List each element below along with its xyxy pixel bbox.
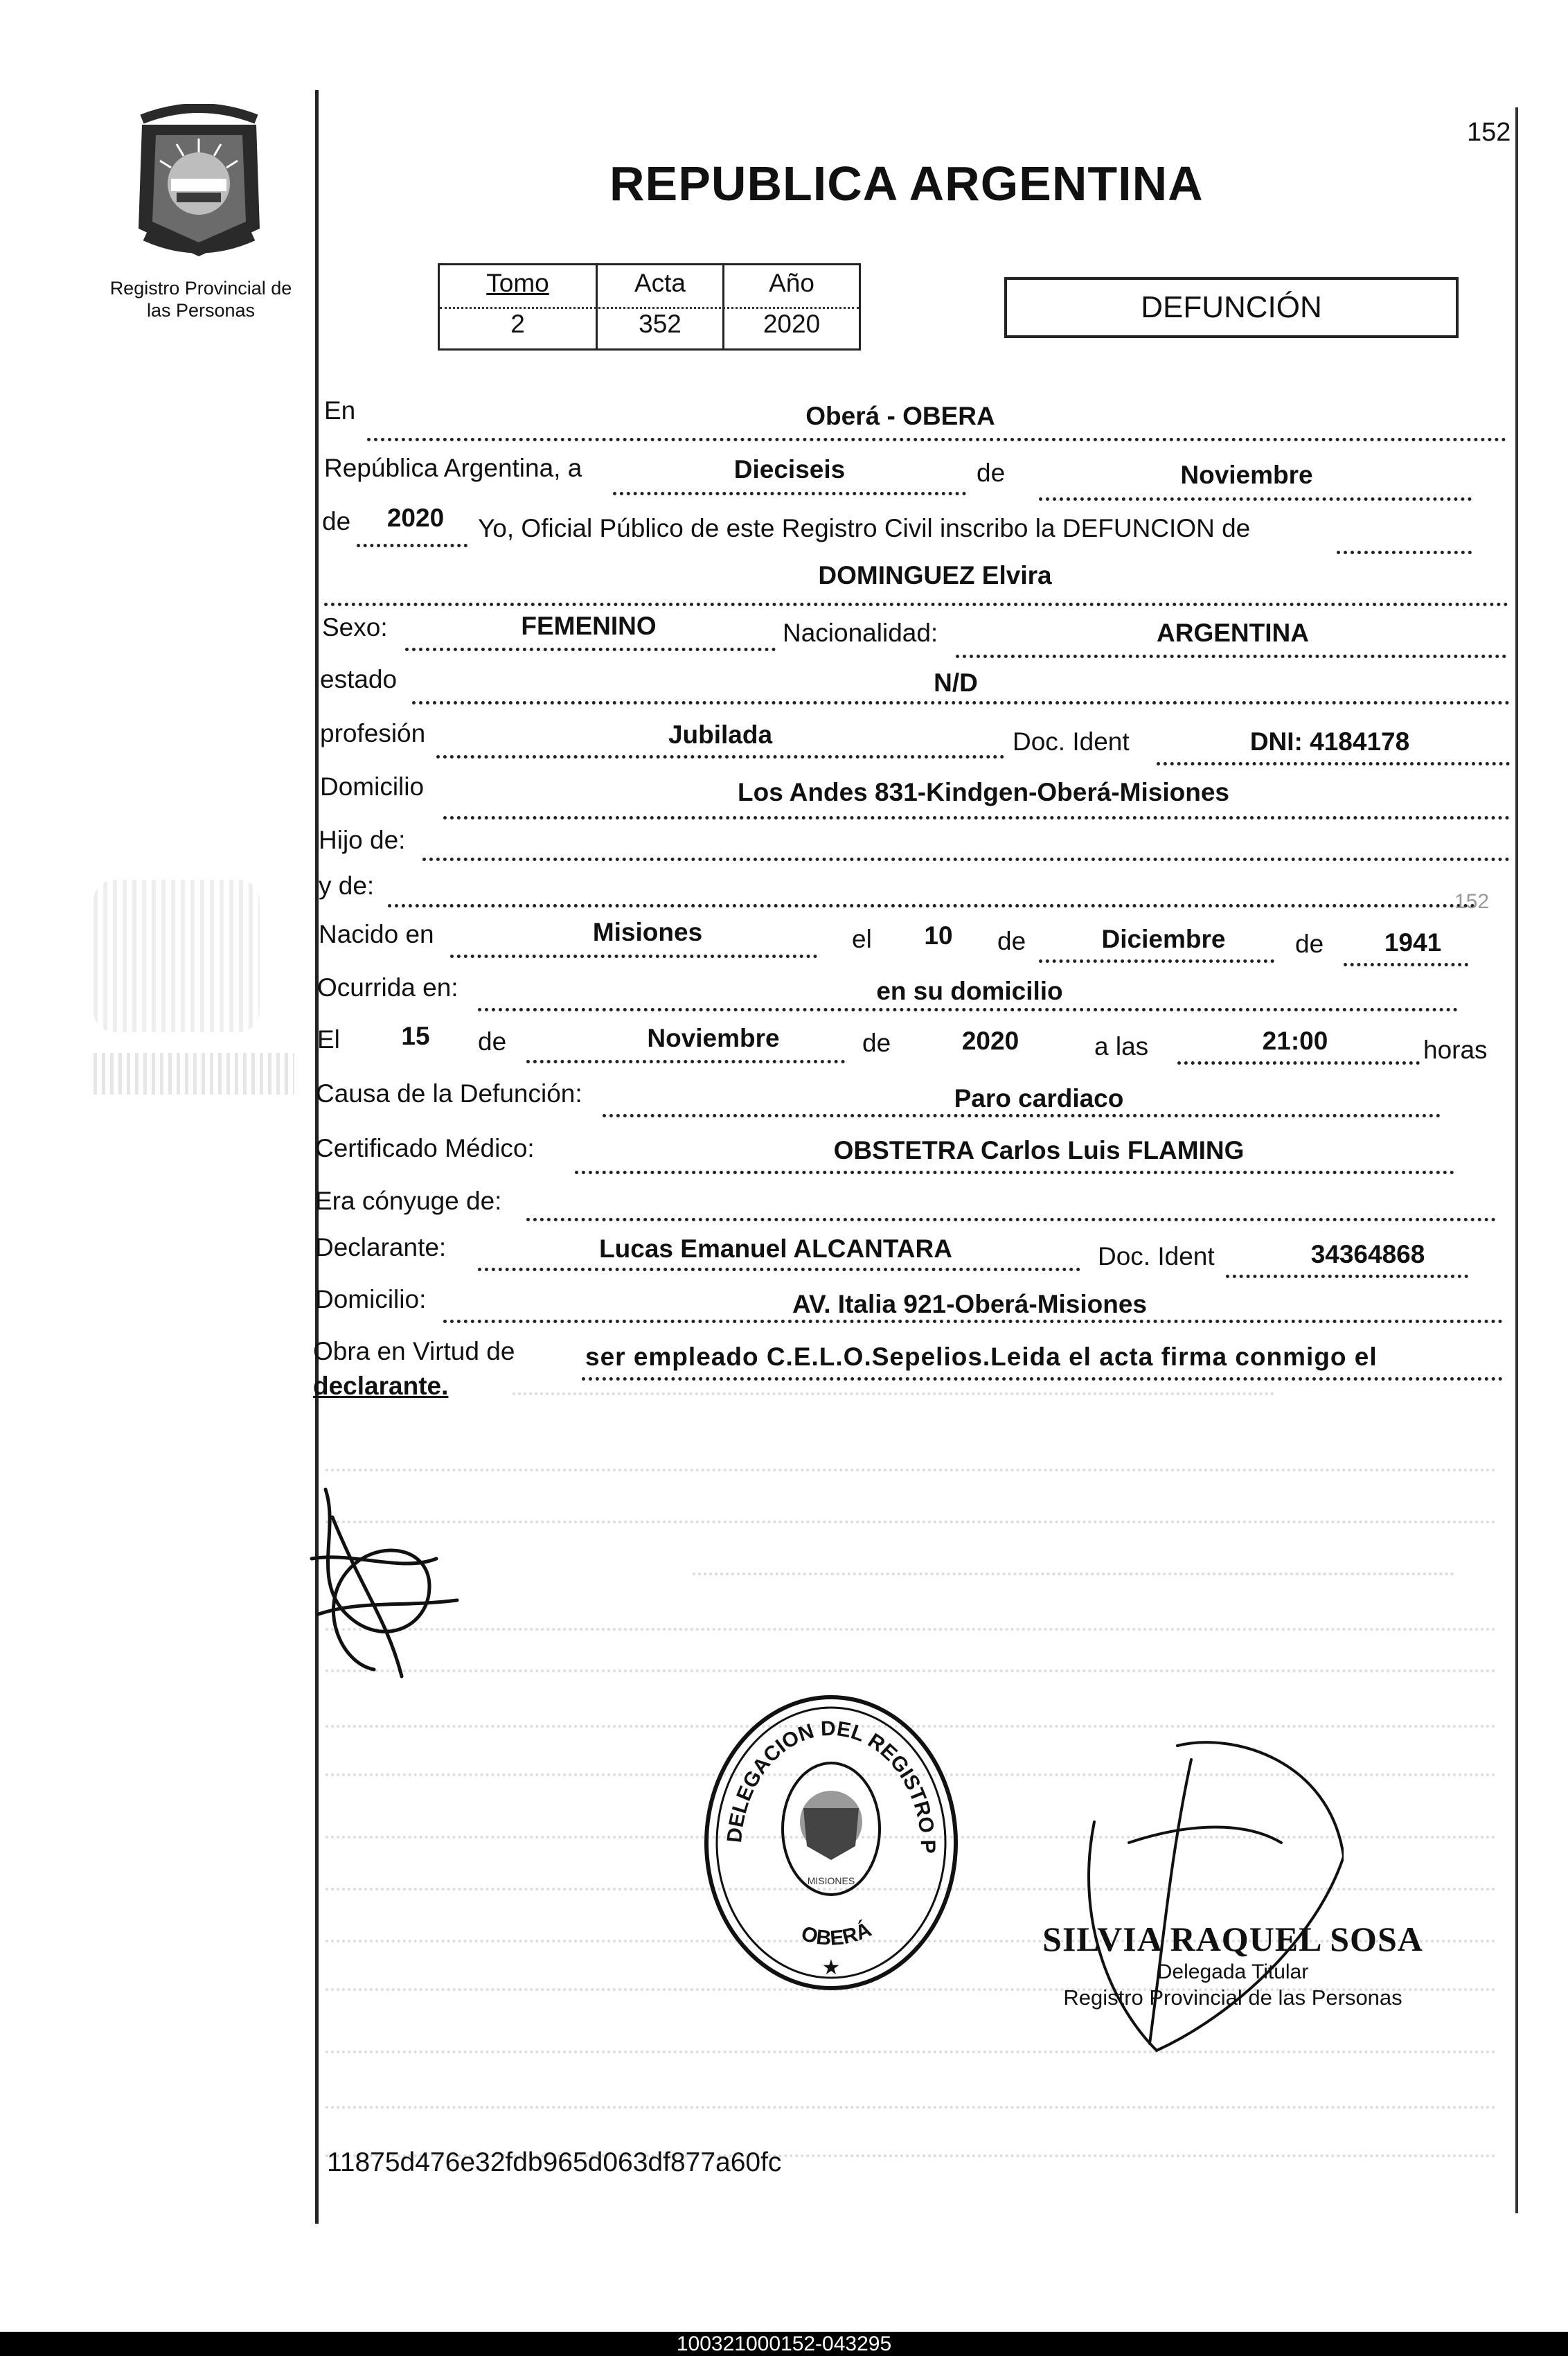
declarant-signature bbox=[298, 1476, 464, 1683]
value-declarante: Lucas Emanuel ALCANTARA bbox=[599, 1234, 952, 1263]
value-lugar: Oberá - OBERA bbox=[805, 402, 995, 430]
label-de-anio: de bbox=[322, 507, 351, 535]
label-en: En bbox=[324, 396, 356, 425]
label-yde: y de: bbox=[319, 871, 375, 900]
label-nacido-de: de bbox=[997, 927, 1026, 955]
registry-caption-line-2: las Personas bbox=[146, 300, 256, 321]
value-nacido-dia: 10 bbox=[924, 921, 953, 950]
page-title: REPUBLICA ARGENTINA bbox=[609, 157, 1204, 211]
label-el-def: El bbox=[317, 1025, 340, 1054]
page-number: 152 bbox=[1467, 118, 1511, 147]
label-de-mes: de bbox=[977, 459, 1006, 487]
value-anio: 2020 bbox=[386, 504, 445, 532]
table-value-anio: 2020 bbox=[763, 310, 821, 338]
stamp-inner-text: OBERÁ bbox=[799, 1917, 875, 1950]
value-def-anio: 2020 bbox=[961, 1027, 1019, 1055]
value-domicilio: Los Andes 831-Kindgen-Oberá-Misiones bbox=[738, 778, 1229, 806]
value-nacido-lugar: Misiones bbox=[592, 918, 703, 946]
value-doc: DNI: 4184178 bbox=[1249, 727, 1410, 756]
value-dia: Dieciseis bbox=[733, 455, 846, 484]
label-doc: Doc. Ident bbox=[1013, 727, 1130, 756]
label-conyuge: Era cónyuge de: bbox=[315, 1187, 502, 1215]
value-profesion: Jubilada bbox=[668, 720, 773, 749]
stamp-center-text: MISIONES bbox=[807, 1875, 855, 1886]
value-obra: ser empleado C.E.L.O.Sepelios.Leida el acta firma conmigo el bbox=[585, 1343, 1378, 1371]
table-header-anio: Año bbox=[769, 269, 814, 297]
label-domicilio: Domicilio bbox=[320, 772, 425, 801]
value-sexo: FEMENINO bbox=[521, 612, 657, 640]
label-nacido-de-anio: de bbox=[1295, 930, 1324, 958]
label-def-de: de bbox=[478, 1027, 507, 1056]
label-profesion: profesión bbox=[320, 719, 426, 747]
official-stamp bbox=[700, 1690, 963, 1995]
value-def-mes: Noviembre bbox=[647, 1024, 780, 1052]
value-nacido-anio: 1941 bbox=[1384, 928, 1442, 957]
svg-text:★: ★ bbox=[821, 1956, 841, 1979]
label-fecha: República Argentina, a bbox=[324, 454, 582, 482]
table-header-acta: Acta bbox=[634, 269, 686, 297]
value-doc-declarante: 34364868 bbox=[1310, 1240, 1425, 1268]
official-signature bbox=[1053, 1718, 1344, 2064]
value-estado: N/D bbox=[934, 668, 978, 697]
signatory-office: Registro Provincial de las Personas bbox=[1063, 1985, 1402, 2010]
registry-caption-line-1: Registro Provincial de bbox=[109, 278, 292, 299]
label-a-las: a las bbox=[1094, 1032, 1149, 1061]
value-certificado: OBSTETRA Carlos Luis FLAMING bbox=[833, 1136, 1245, 1164]
value-def-dia: 15 bbox=[401, 1022, 430, 1050]
signatory-name: SILVIA RAQUEL SOSA bbox=[1042, 1920, 1423, 1958]
document-hash: 11875d476e32fdb965d063df877a60fc bbox=[327, 2147, 782, 2177]
value-def-hora: 21:00 bbox=[1262, 1027, 1328, 1055]
label-domicilio-declarante: Domicilio: bbox=[315, 1285, 427, 1313]
label-declarante: Declarante: bbox=[315, 1233, 447, 1261]
label-certificado: Certificado Médico: bbox=[315, 1134, 535, 1162]
signatory-block bbox=[997, 1919, 1468, 2010]
stamp-outer-text: DELEGACION DEL REGISTRO P bbox=[723, 1717, 940, 1854]
value-mes: Noviembre bbox=[1180, 461, 1313, 489]
label-causa: Causa de la Defunción: bbox=[316, 1079, 582, 1108]
margin-page-number: 152 bbox=[1454, 890, 1490, 913]
svg-text:OBERÁ bbox=[799, 1917, 875, 1950]
label-ocurrida: Ocurrida en: bbox=[317, 973, 458, 1002]
value-nacionalidad: ARGENTINA bbox=[1157, 619, 1309, 647]
table-header-tomo: Tomo bbox=[486, 269, 549, 297]
text-obra: Obra en Virtud de bbox=[313, 1337, 515, 1365]
label-nacido: Nacido en bbox=[319, 920, 434, 948]
value-nombre: DOMINGUEZ Elvira bbox=[818, 561, 1052, 590]
label-hijo: Hijo de: bbox=[319, 826, 406, 854]
text-inscribo: Yo, Oficial Público de este Registro Civil inscribo la DEFUNCION de bbox=[478, 514, 1251, 542]
label-estado: estado bbox=[320, 665, 398, 693]
label-doc-declarante: Doc. Ident bbox=[1098, 1242, 1215, 1270]
footer-code: 100321000152-043295 bbox=[676, 2332, 892, 2355]
table-value-tomo: 2 bbox=[510, 310, 525, 338]
label-sexo: Sexo: bbox=[322, 613, 388, 641]
table-value-acta: 352 bbox=[639, 310, 681, 338]
value-ocurrida: en su domicilio bbox=[876, 977, 1063, 1005]
value-domicilio-declarante: AV. Italia 921-Oberá-Misiones bbox=[792, 1290, 1148, 1318]
label-def-de-anio: de bbox=[862, 1029, 891, 1057]
footer-bar bbox=[0, 2332, 1568, 2356]
signatory-role: Delegada Titular bbox=[1157, 1960, 1309, 1983]
record-type: DEFUNCIÓN bbox=[1141, 290, 1322, 324]
value-nacido-mes: Diciembre bbox=[1101, 925, 1226, 953]
value-causa: Paro cardiaco bbox=[954, 1084, 1124, 1113]
label-el: el bbox=[852, 925, 872, 953]
label-horas: horas bbox=[1423, 1036, 1488, 1064]
label-nacionalidad: Nacionalidad: bbox=[783, 619, 938, 647]
value-declarante-final: declarante. bbox=[313, 1372, 449, 1400]
